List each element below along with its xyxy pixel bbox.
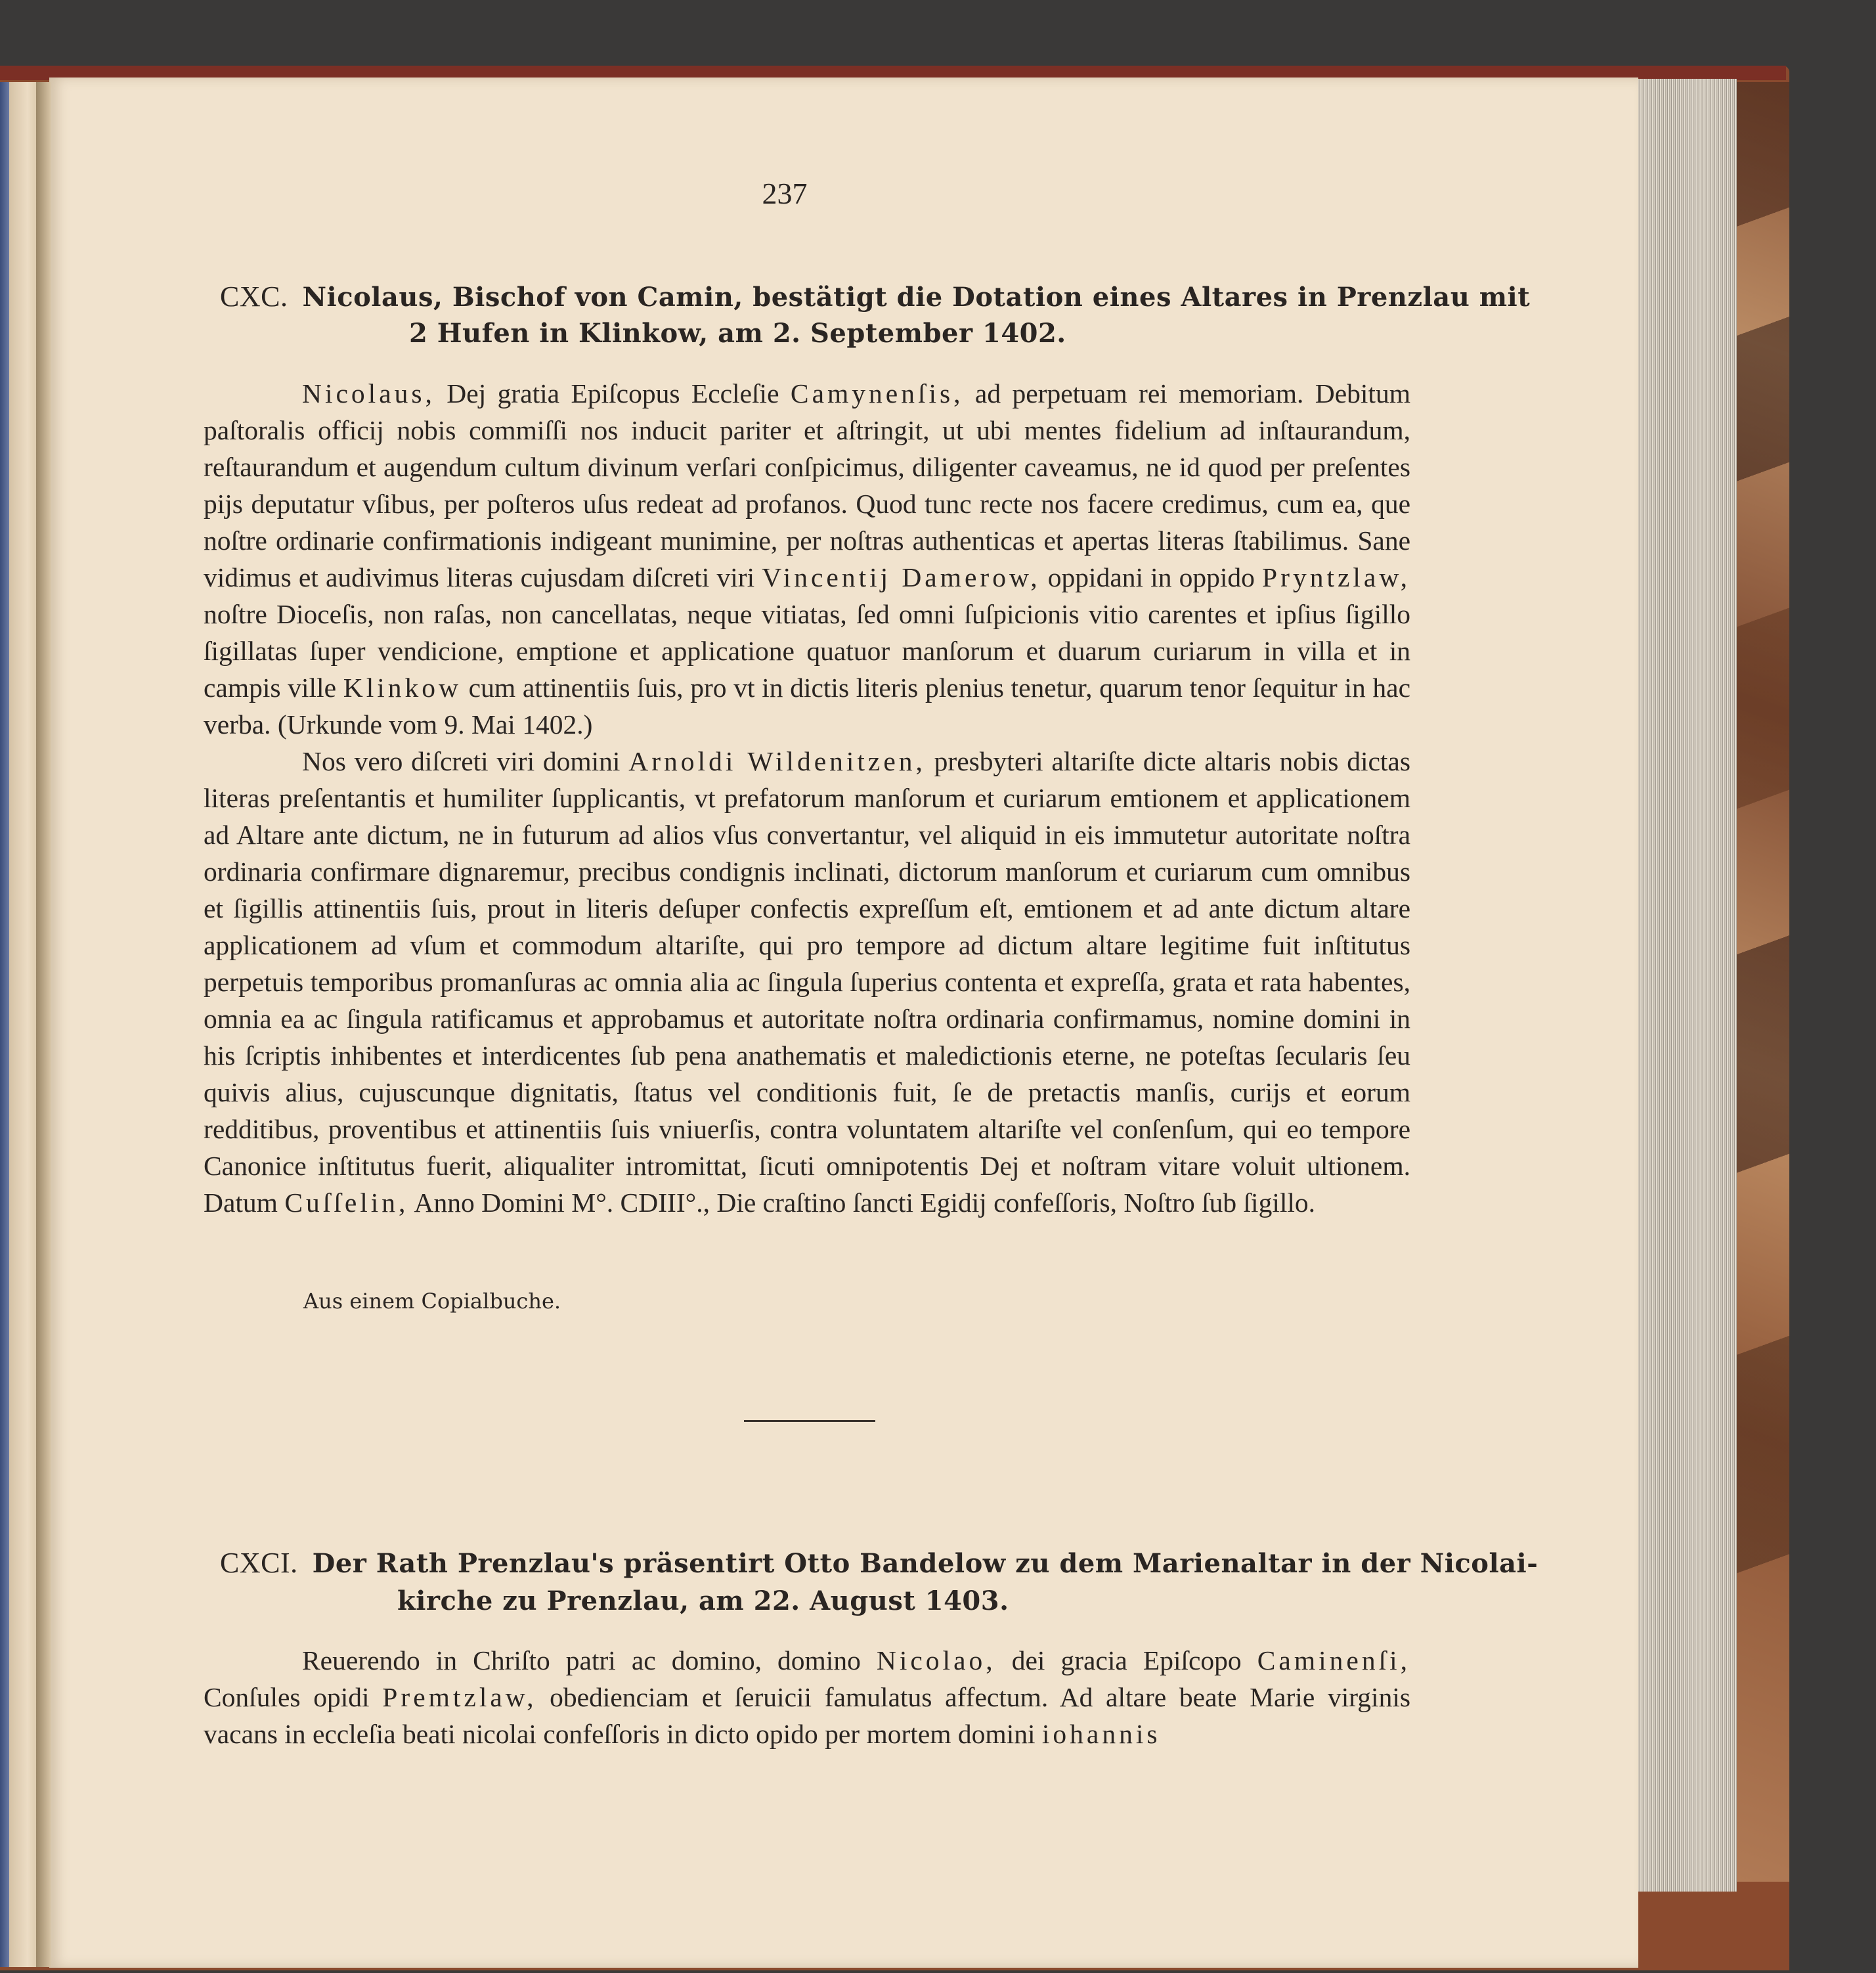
body-text: Nos vero diſcreti viri domini: [302, 746, 629, 776]
name-text: Klinkow: [343, 673, 462, 703]
paragraph: [204, 375, 1410, 743]
body-text: cum attinentiis ſuis, pro vt in dictis literis plenius tenetur, quarum tenor ſequitur in hac verba. (Urkunde vom 9. Mai 1402.): [204, 673, 1411, 740]
section-title-cont: 2 Hufen in Klinkow, am 2. September 1402.: [409, 318, 1066, 349]
body-text: presbyteri altariſte dicte altaris nobis dictas literas preſentantis et humiliter ſupplicantis, vt prefatorum manſorum et curiarum emtionem et applicationem ad Altare ante dictum, ne in futurum ad alios vſus convertantur, vel aliquid in eis immutetur autoritate noſtra ordinaria confirmare dignaremur, precibus condignis inclinati, dictorum manſorum et curiarum cum omnibus et ſigillis attinentiis ſuis, prout in literis deſuper confectis expreſſum eſt, emtionem et ad ante dictum altare applicationem ad vſum et commodum altariſte, qui pro tempore ad dictum altare legitime fuit inſtitutus perpetuis temporibus promanſuras ac omnia alia ac ſingula ſuperius contenta et expreſſa, grata et rata habentes, omnia ea ac ſingula ratificamus et approbamus et autoritate noſtra ordinaria confirmamus, nomine domini in his ſcriptis inhibentes et interdicentes ſub pena anathematis et maledictionis eterne, ne poteſtas ſecularis ſeu quivis alius, cujuscunque dignitatis, ſtatus vel conditionis fuit, ſe de pretactis manſis, curijs et eorum redditibus, proventibus et attinentiis ſuis vniuerſis, contra voluntatem altariſte vel conſenſum, qui eo tempore Canonice inſtitutus fuerit, aliqualiter intromittat, ſicuti omnipotentis Dej et noſtram vitare voluit ultionem. Datum: [204, 746, 1410, 1218]
name-text: iohannis: [1041, 1719, 1161, 1749]
source-note: Aus einem Copialbuche.: [303, 1289, 561, 1314]
name-text: Arnoldi Wildenitzen,: [628, 746, 926, 776]
section-heading-cxc-line2: [409, 315, 1066, 352]
body-text: Anno Domini M°. CDIII°., Die craſtino ſancti Egidij confeſſoris, Noſtro ſub ſigillo.: [408, 1187, 1316, 1218]
paragraph: [204, 1642, 1410, 1752]
page-number: 237: [762, 177, 808, 210]
name-text: Nicolaus,: [302, 378, 435, 409]
paragraph: [204, 743, 1410, 1221]
name-text: Caminenſi,: [1257, 1645, 1411, 1675]
name-text: Camynenſis,: [790, 378, 964, 409]
section-heading-cxci-line2: [397, 1583, 1009, 1620]
section-number: CXC.: [220, 280, 288, 313]
section-number: CXCI.: [220, 1547, 298, 1579]
body-text: noſtre Dioceſis, non raſas, non cancellatas, neque vitiatas, ſed omni ſuſpicionis vitio carentes et ipſius ſigillo ſigillatas ſuper vendicione, emptione et applicatione quatuor manſorum et duarum curiarum in villa et in campis ville: [204, 599, 1410, 703]
section-title-cont: kirche zu Prenzlau, am 22. August 1403.: [397, 1585, 1009, 1616]
section-body-cxci: [204, 1642, 1410, 1752]
section-divider: [744, 1420, 875, 1422]
name-text: Vincentij Damerow,: [762, 562, 1041, 592]
body-text: ad perpetuam rei memoriam. Debitum paſtoralis officij nobis commiſſi nos inducit pariter et aſtringit, ut ubi mentes fidelium ad inſtaurandum, reſtaurandum et augendum cultum divinum verſari conſpicimus, diligenter caveamus, ne id quod per preſentes pijs deputatur vſibus, per poſteros uſus redeat ad profanos. Quod tunc recte nos facere credimus, cum ea, que noſtre ordinarie confirmationis indigeant munimine, per noſtras authenticas et apertas literas ſtabilimus. Sane vidimus et audivimus literas cujusdam diſcreti viri: [204, 378, 1410, 592]
body-text: dei gracia Epiſcopo: [995, 1645, 1257, 1675]
name-text: Pryntzlaw,: [1262, 562, 1410, 592]
section-title: Nicolaus, Bischof von Camin, bestätigt die Dotation eines Altares in Prenzlau mit: [302, 282, 1531, 313]
section-title: Der Rath Prenzlau's präsentirt Otto Bandelow zu dem Marienaltar in der Nicolai-: [312, 1548, 1538, 1579]
body-text: Reuerendo in Chriſto patri ac domino, domino: [302, 1645, 877, 1675]
body-text: oppidani in oppido: [1040, 562, 1263, 592]
section-heading-cxc-line1: [220, 278, 1530, 316]
body-text: obedienciam et ſeruicii famulatus affectum. Ad altare beate Marie virginis vacans in eccleſia beati nicolai confeſſoris in dicto opido per mortem domini: [204, 1682, 1410, 1749]
section-body-cxc: [204, 375, 1410, 1221]
section-heading-cxci-line1: [220, 1545, 1538, 1582]
name-text: Nicolao,: [876, 1645, 996, 1675]
name-text: Cuſſelin,: [284, 1187, 409, 1218]
body-text: Conſules opidi: [204, 1682, 383, 1712]
name-text: Premtzlaw,: [382, 1682, 537, 1712]
body-text: Dej gratia Epiſcopus Eccleſie: [435, 378, 791, 409]
